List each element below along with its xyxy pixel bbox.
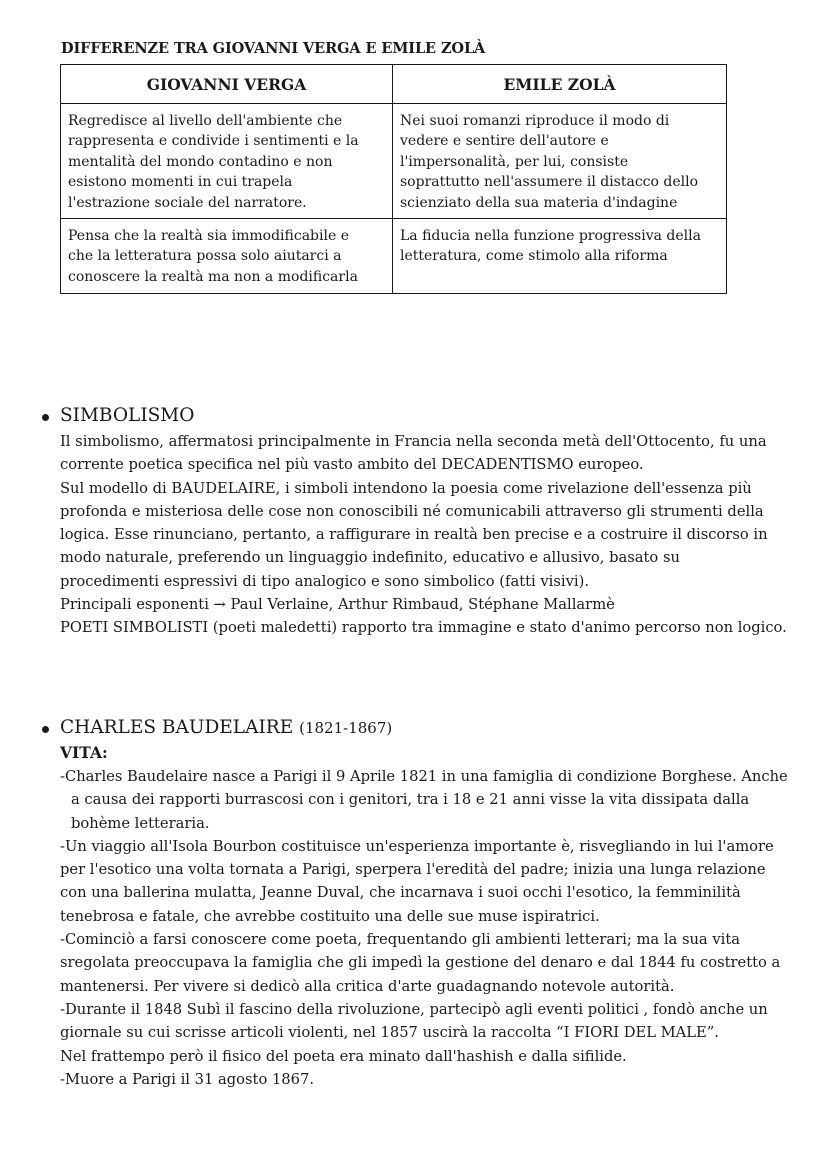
bullet-icon <box>42 726 49 733</box>
cell-line: rappresenta e condivide i sentimenti e la <box>68 133 359 150</box>
heading-dates: (1821-1867) <box>299 719 393 737</box>
subheading-vita: VITA: <box>60 743 108 762</box>
text-line: modo naturale, preferendo un linguaggio indefinito, educativo e allusivo, basato su <box>60 549 680 567</box>
table-header-row <box>61 65 727 104</box>
text-line: Principali esponenti → Paul Verlaine, Arthur Rimbaud, Stéphane Mallarmè <box>60 596 615 614</box>
text-line: Il simbolismo, affermatosi principalmente in Francia nella seconda metà dell'Ottocento, fu una <box>60 433 767 450</box>
comparison-table <box>60 64 727 294</box>
cell-line: scienziato della sua materia d'indagine <box>400 194 678 211</box>
section-simbolismo <box>60 404 800 640</box>
table-cell-zola <box>393 104 727 219</box>
table-cell-verga <box>61 219 393 294</box>
section-heading <box>60 716 800 740</box>
cell-line: l'estrazione sociale del narratore. <box>68 194 307 211</box>
table-row <box>61 104 727 219</box>
text-line: tenebrosa e fatale, che avrebbe costituito una delle sue muse ispiratrici. <box>60 907 600 925</box>
cell-line: letteratura, come stimolo alla riforma <box>400 248 668 265</box>
heading-text: CHARLES BAUDELAIRE <box>60 717 294 738</box>
text-line: con una ballerina mulatta, Jeanne Duval, che incarnava i suoi occhi l'esotico, la femminilità <box>60 884 741 902</box>
text-line: -Un viaggio all'Isola Bourbon costituisce un'esperienza importante è, risvegliando in lui l'amore <box>60 837 774 855</box>
table-cell-zola <box>393 219 727 294</box>
cell-line: Regredisce al livello dell'ambiente che <box>68 113 343 129</box>
text-line: per l'esotico una volta tornata a Parigi, sperpera l'eredità del padre; inizia una lunga relazione <box>60 861 766 879</box>
text-line: a causa dei rapporti burrascosi con i genitori, tra i 18 e 21 anni visse la vita dissipata dalla <box>71 791 750 809</box>
text-line: mantenersi. Per vivere si dedicò alla critica d'arte guadagnando notevole autorità. <box>60 977 675 995</box>
text-line: profonda e misteriosa delle cose non conoscibili né comunicabili attraverso gli strumenti della <box>60 502 764 520</box>
column-header-zola: EMILE ZOLÀ <box>393 65 727 104</box>
table-row <box>61 219 727 294</box>
cell-line: che la letteratura possa solo aiutarci a <box>68 248 342 265</box>
section-baudelaire <box>60 716 800 1091</box>
text-line: Nel frattempo però il fisico del poeta era minato dall'hashish e dalla sifilide. <box>60 1047 627 1065</box>
cell-line: Nei suoi romanzi riproduce il modo di <box>400 113 670 129</box>
cell-line: vedere e sentire dell'autore e <box>400 133 609 150</box>
document-title: DIFFERENZE TRA GIOVANNI VERGA E EMILE ZOLÀ <box>61 40 486 57</box>
table-cell-verga <box>61 104 393 219</box>
bullet-icon <box>42 414 49 421</box>
text-line: -Charles Baudelaire nasce a Parigi il 9 Aprile 1821 in una famiglia di condizione Borghese. Anche <box>60 768 788 785</box>
section-body <box>60 765 800 1091</box>
section-body <box>60 430 800 640</box>
text-line: POETI SIMBOLISTI (poeti maledetti) rapporto tra immagine e stato d'animo percorso non logico. <box>60 619 787 637</box>
text-line: logica. Esse rinunciano, pertanto, a raffigurare in realtà ben precise e a costruire il discorso in <box>60 526 768 544</box>
cell-line: esistono momenti in cui trapela <box>68 174 293 191</box>
section-heading <box>60 404 800 428</box>
text-line: -Durante il 1848 Subì il fascino della rivoluzione, partecipò agli eventi politici , fondò anche un <box>60 1000 768 1018</box>
text-line: -Muore a Parigi il 31 agosto 1867. <box>60 1070 314 1088</box>
text-line: corrente poetica specifica nel più vasto ambito del DECADENTISMO europeo. <box>60 456 644 474</box>
text-line: sregolata preoccupava la famiglia che gli impedì la gestione del denaro e dal 1844 fu costretto a <box>60 954 781 972</box>
text-line: bohème letteraria. <box>71 814 210 832</box>
cell-line: soprattutto nell'assumere il distacco dello <box>400 174 699 191</box>
text-line: giornale su cui scrisse articoli violenti, nel 1857 uscirà la raccolta “I FIORI DEL MALE”. <box>60 1024 719 1042</box>
cell-line: mentalità del mondo contadino e non <box>68 153 333 170</box>
cell-line: La fiducia nella funzione progressiva della <box>400 228 701 245</box>
cell-line: l'impersonalità, per lui, consiste <box>400 153 629 170</box>
text-line: Sul modello di BAUDELAIRE, i simboli intendono la poesia come rivelazione dell'essenza più <box>60 479 752 497</box>
heading-text: SIMBOLISMO <box>60 405 195 426</box>
cell-line: conoscere la realtà ma non a modificarla <box>68 268 358 285</box>
text-line: procedimenti espressivi di tipo analogico e sono simbolico (fatti visivi). <box>60 572 590 590</box>
text-line: -Cominciò a farsi conoscere come poeta, frequentando gli ambienti letterari; ma la sua vita <box>60 931 741 949</box>
column-header-verga: GIOVANNI VERGA <box>61 65 393 104</box>
cell-line: Pensa che la realtà sia immodificabile e <box>68 228 349 245</box>
